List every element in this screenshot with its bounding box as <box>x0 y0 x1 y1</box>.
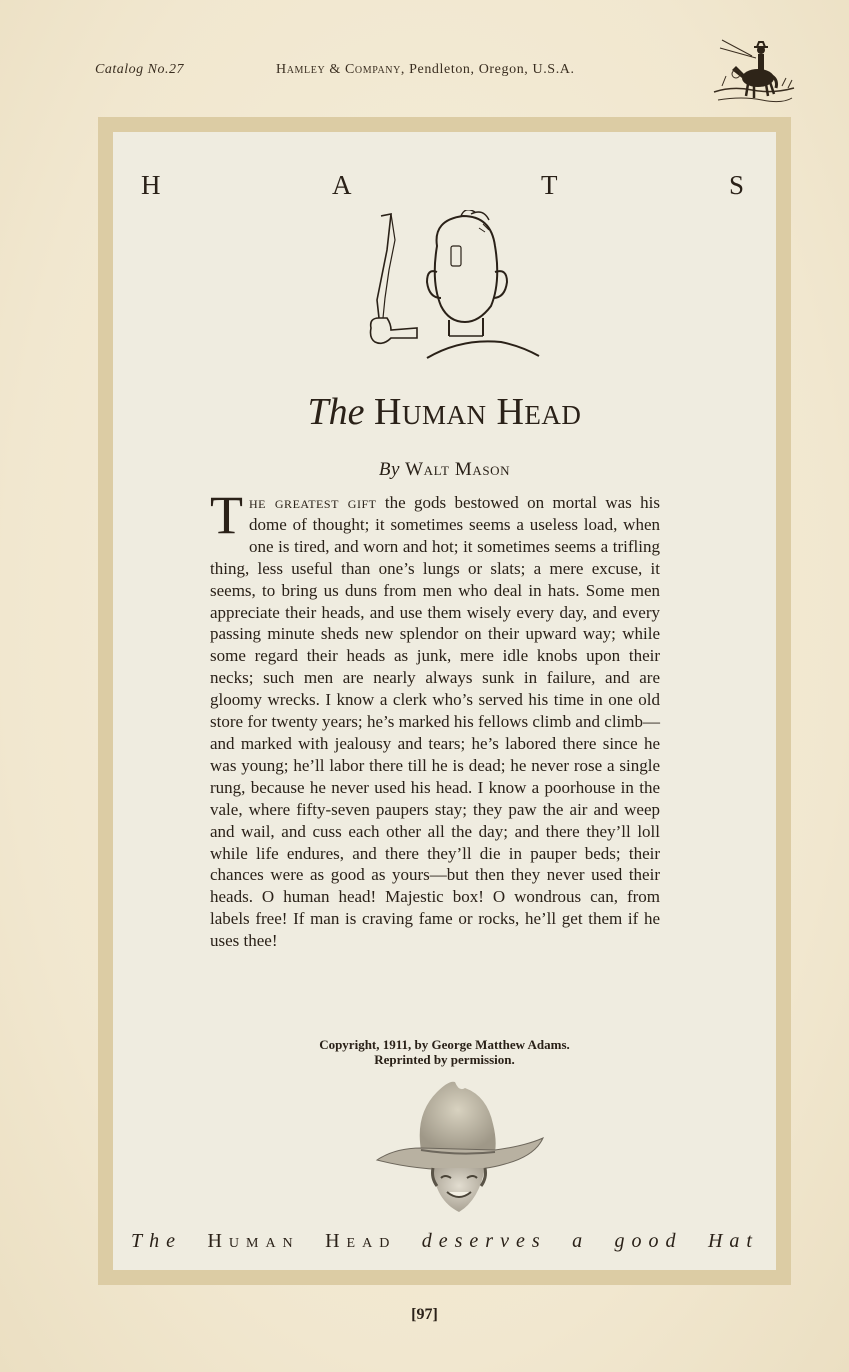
tagline-word: good <box>614 1230 683 1252</box>
section-heading-hats <box>113 170 776 204</box>
permission-line: Reprinted by permission. <box>374 1052 515 1067</box>
article-frame <box>98 117 791 1285</box>
tagline-word: Hat <box>707 1230 759 1252</box>
footer-tagline <box>131 1230 759 1256</box>
company-location: , Pendleton, Oregon, U.S.A. <box>400 62 575 77</box>
tagline-word: a <box>572 1230 590 1252</box>
horseman-vignette <box>712 30 796 110</box>
section-letter: A <box>332 170 353 200</box>
company-line <box>276 62 575 78</box>
body-text: the gods bestowed on mortal was his dome of thought; it sometimes seems a useless load, when one is tired, and worn and hot; it sometimes seems a trifling thing, less useful than one’s lungs or slats; a mere excuse, it seems, to bring us duns from men who deal in hats. Some men appreciate their heads, and use them wisely every day, and every passing minute sheds new splendor on their upward way; while some regard their heads as junk, mere idle knobs upon their necks; such men are nearly always sunk in failure, and are gloomy wrecks. I know a clerk who’s served his time in one old store for twenty years; he’s marked his fellows climb and climb—and marked with jealousy and tears; he’s labored there since he was young; he’ll labor there till he is dead; he never rose a single rung, because he never used his head. I know a poorhouse in the vale, where fifty-seven paupers stay; they paw the air and weep and wail, and cuss each other all the day; and there they’ll loll while life endures, and there they’ll die in pauper beds; their chances were as good as yours—but then they never used their heads. O human head! Majestic box! O wondrous can, from labels free! If man is craving fame or rocks, he’ll get them if he uses thee! <box>210 493 660 951</box>
lead-in: he greatest gift <box>249 493 377 512</box>
section-letter: T <box>541 170 559 200</box>
article-body <box>210 485 660 952</box>
head-with-pipe-illustration <box>361 210 541 385</box>
catalog-number: Catalog No.27 <box>95 62 184 77</box>
tagline-word: Head <box>325 1230 397 1252</box>
byline-by: By <box>378 459 401 480</box>
tagline-word: deserves <box>421 1230 547 1252</box>
copyright-notice <box>113 1037 776 1067</box>
tagline-word: Human <box>207 1230 300 1252</box>
copyright-line: Copyright, 1911, by George Matthew Adams. <box>319 1037 570 1052</box>
company-name: Hamley & Company <box>276 62 401 77</box>
title-the: The <box>307 391 365 433</box>
article-panel <box>113 132 776 1270</box>
section-letter: S <box>729 170 746 200</box>
section-letter: H <box>141 170 162 200</box>
tagline-word: The <box>131 1230 182 1252</box>
title-human-head: Human Head <box>374 391 582 433</box>
byline-author: Walt Mason <box>405 459 511 480</box>
page-number: [97] <box>411 1306 438 1323</box>
article-byline <box>113 459 776 481</box>
cowboy-hat-face-photo <box>375 1074 545 1219</box>
drop-cap: T <box>210 485 243 545</box>
article-title <box>113 390 776 434</box>
